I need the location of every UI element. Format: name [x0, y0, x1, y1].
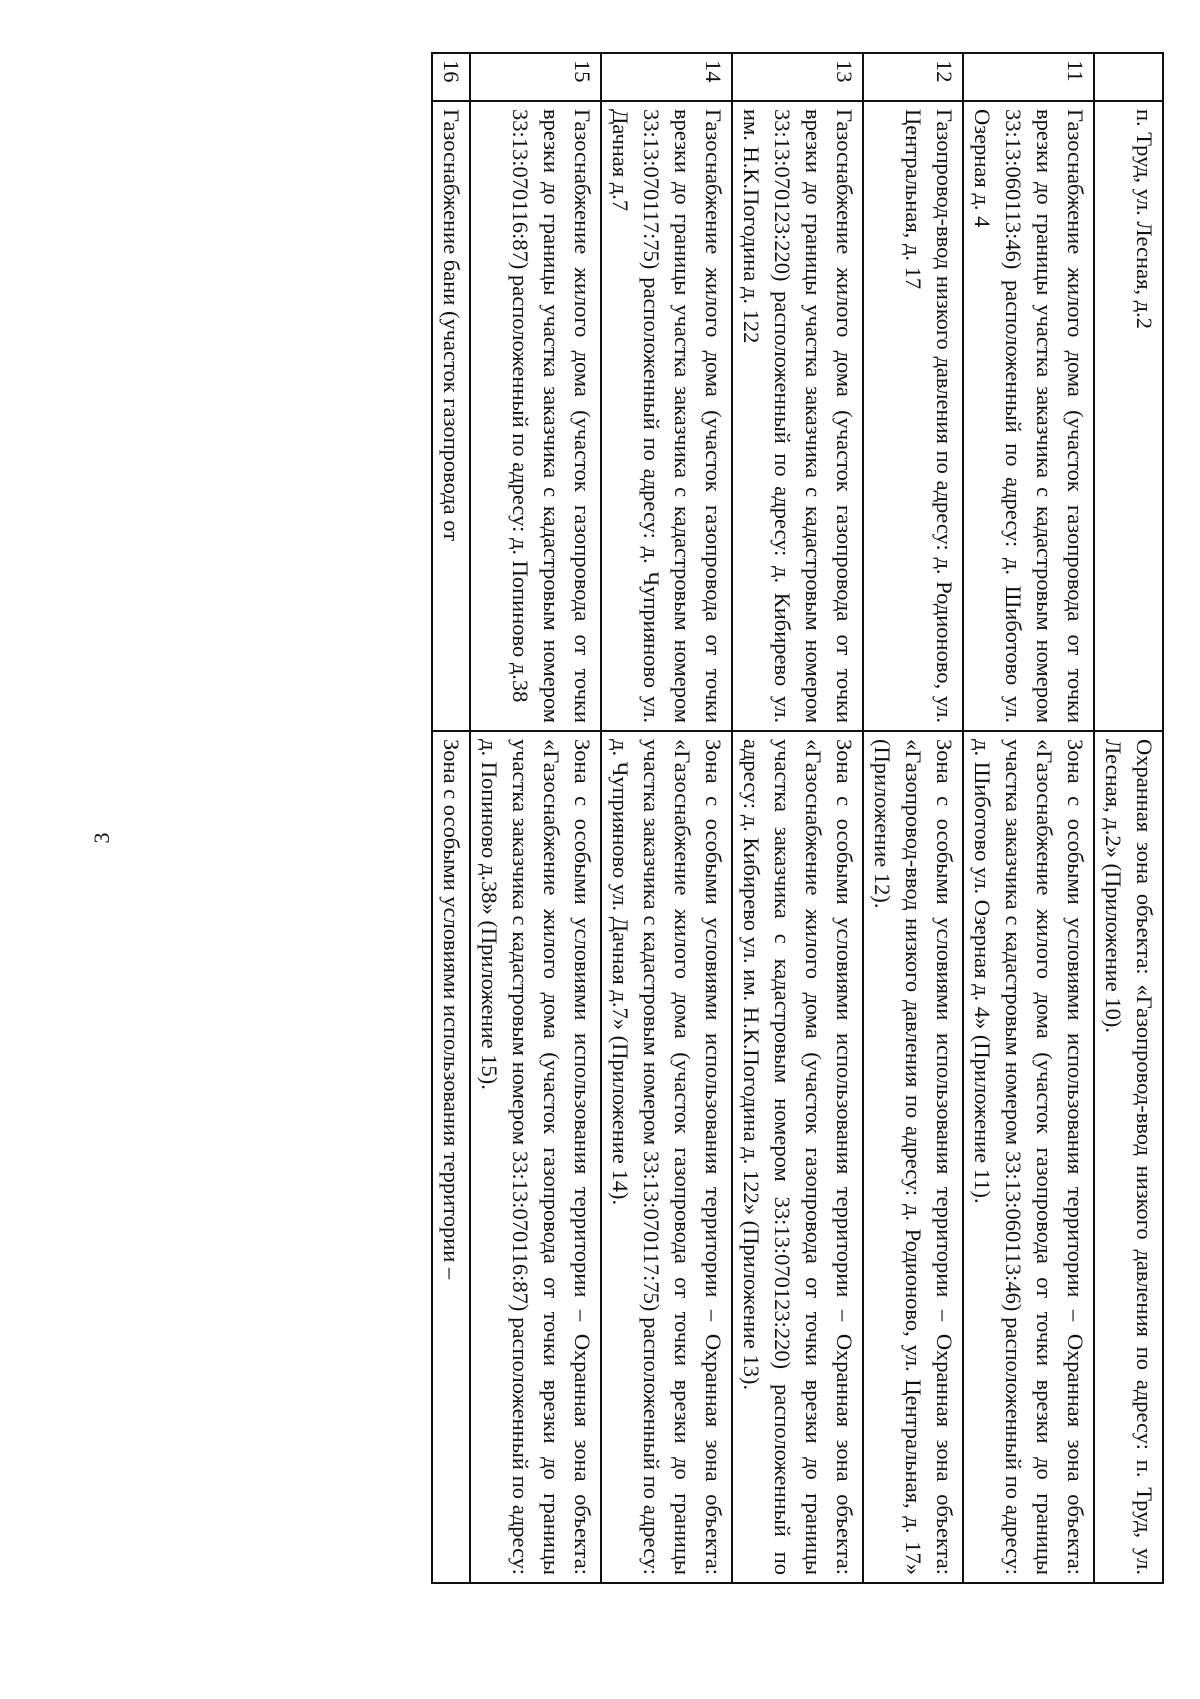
- row-number: [1094, 53, 1163, 101]
- gas-zones-table: [431, 52, 1164, 1584]
- zone-description: Зона с особыми условиями использования территории – Охранная зона объекта: «Газоснабжение жилого дома (участок газопровода от точки врезки до границы участка заказчика с кадастровым номером 33:13:070117:75) расположенный по адресу: д. Чуприяново ул. Дачная д.7» (Приложение 14).: [601, 731, 732, 1583]
- zone-description: Зона с особыми условиями использования территории –: [432, 731, 470, 1583]
- table-row: [432, 53, 470, 1583]
- object-description: Газоснабжение жилого дома (участок газопровода от точки врезки до границы участка заказчика с кадастровым номером 33:13:070123:220) расположенный по адресу: д. Кибирево ул. им. Н.К.Погодина д. 122: [732, 101, 863, 731]
- row-number: 16: [432, 53, 470, 101]
- table-row: [601, 53, 732, 1583]
- object-description: Газоснабжение жилого дома (участок газопровода от точки врезки до границы участка заказчика с кадастровым номером 33:13:070116:87) расположенный по адресу: д. Попиново д.38: [470, 101, 601, 731]
- object-description: Газопровод-ввод низкого давления по адресу: д. Родионово, ул. Центральная, д. 17: [863, 101, 963, 731]
- table-row: [732, 53, 863, 1583]
- table-row: [1094, 53, 1163, 1583]
- table-row: [863, 53, 963, 1583]
- zone-description: Охранная зона объекта: «Газопровод-ввод низкого давления по адресу: п. Труд, ул. Лесная, д.2» (Приложение 10).: [1094, 731, 1163, 1583]
- zone-description: Зона с особыми условиями использования территории – Охранная зона объекта: «Газоснабжение жилого дома (участок газопровода от точки врезки до границы участка заказчика с кадастровым номером 33:13:070123:220) расположенный по адресу: д. Кибирево ул. им. Н.К.Погодина д. 122» (Приложение 13).: [732, 731, 863, 1583]
- row-number: 12: [863, 53, 963, 101]
- object-description: п. Труд, ул. Лесная, д.2: [1094, 101, 1163, 731]
- row-number: 13: [732, 53, 863, 101]
- object-description: Газоснабжение бани (участок газопровода от: [432, 101, 470, 731]
- row-number: 11: [963, 53, 1094, 101]
- table-row: [470, 53, 601, 1583]
- page-number: 3: [89, 832, 114, 844]
- zone-description: Зона с особыми условиями использования территории – Охранная зона объекта: «Газоснабжение жилого дома (участок газопровода от точки врезки до границы участка заказчика с кадастровым номером 33:13:060113:46) расположенный по адресу: д. Шиботово ул. Озерная д. 4» (Приложение 11).: [963, 731, 1094, 1583]
- row-number: 15: [470, 53, 601, 101]
- zone-description: Зона с особыми условиями использования территории – Охранная зона объекта: «Газоснабжение жилого дома (участок газопровода от точки врезки до границы участка заказчика с кадастровым номером 33:13:070116:87) расположенный по адресу: д. Попиново д.38» (Приложение 15).: [470, 731, 601, 1583]
- rotated-page-content: [94, 52, 1164, 1582]
- object-description: Газоснабжение жилого дома (участок газопровода от точки врезки до границы участка заказчика с кадастровым номером 33:13:070117:75) расположенный по адресу: д. Чуприяново ул. Дачная д.7: [601, 101, 732, 731]
- row-number: 14: [601, 53, 732, 101]
- zone-description: Зона с особыми условиями использования территории – Охранная зона объекта: «Газопровод-ввод низкого давления по адресу: д. Родионово, ул. Центральная, д. 17» (Приложение 12).: [863, 731, 963, 1583]
- table-row: [963, 53, 1094, 1583]
- object-description: Газоснабжение жилого дома (участок газопровода от точки врезки до границы участка заказчика с кадастровым номером 33:13:060113:46) расположенный по адресу: д. Шиботово ул. Озерная д. 4: [963, 101, 1094, 731]
